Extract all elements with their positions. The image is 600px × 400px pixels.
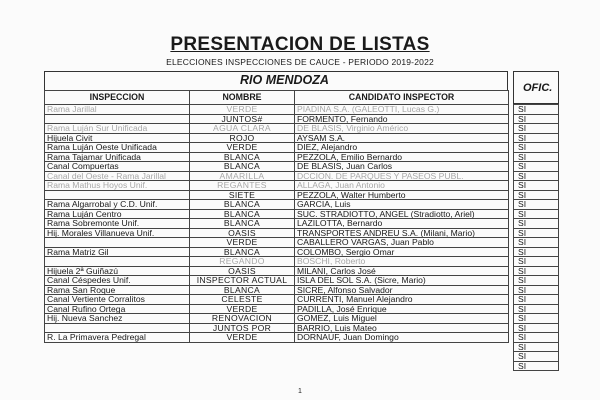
region-header xyxy=(44,71,508,90)
cell-inspeccion xyxy=(45,238,190,248)
ofic-value: SI xyxy=(514,114,559,124)
ofic-value: SI xyxy=(514,323,559,333)
ofic-value: SI xyxy=(514,333,559,343)
cell-inspeccion: Canal Vertiente Corralitos xyxy=(45,295,190,305)
ofic-value: SI xyxy=(514,152,559,162)
column-header-inspeccion: INSPECCION xyxy=(45,91,190,105)
table-body xyxy=(45,105,509,343)
cell-candidato: BARRIO, Luis Mateo xyxy=(295,323,509,333)
cell-inspeccion: Rama Luján Centro xyxy=(45,209,190,219)
table-row xyxy=(45,314,509,324)
cell-nombre: BLANCA xyxy=(190,247,295,257)
cell-candidato: ISLA DEL SOL S.A. (Sicre, Mario) xyxy=(295,276,509,286)
ofic-row xyxy=(514,238,559,248)
ofic-value: SI xyxy=(514,171,559,181)
ofic-row xyxy=(514,143,559,153)
cell-nombre: VERDE xyxy=(190,238,295,248)
cell-candidato: SUC. STRADIOTTO, ANGEL (Stradiotto, Ariel) xyxy=(295,209,509,219)
cell-nombre: BLANCA xyxy=(190,162,295,172)
table-row xyxy=(45,247,509,257)
cell-candidato: ALLAGA, Juan Antonio xyxy=(295,181,509,191)
ofic-value: SI xyxy=(514,238,559,248)
cell-nombre: BLANCA xyxy=(190,200,295,210)
cell-candidato: FORMENTO, Fernando xyxy=(295,114,509,124)
ofic-value: SI xyxy=(514,124,559,134)
cell-candidato: GOMEZ, Luis Miguel xyxy=(295,314,509,324)
table-row xyxy=(45,304,509,314)
cell-inspeccion: Rama Sobremonte Unif. xyxy=(45,219,190,229)
ofic-value: SI xyxy=(514,276,559,286)
table-row xyxy=(45,257,509,267)
ofic-value: SI xyxy=(514,295,559,305)
listas-table xyxy=(44,90,509,343)
table-row xyxy=(45,295,509,305)
table-row xyxy=(45,143,509,153)
cell-candidato: BOSCHI, Roberto xyxy=(295,257,509,267)
cell-inspeccion: Hijuela 2ª Guiñazú xyxy=(45,266,190,276)
table-row xyxy=(45,124,509,134)
cell-nombre: BLANCA xyxy=(190,209,295,219)
table-row xyxy=(45,238,509,248)
cell-candidato: PEZZOLA, Emilio Bernardo xyxy=(295,152,509,162)
cell-candidato: SICRE, Alfonso Salvador xyxy=(295,285,509,295)
cell-nombre: VERDE xyxy=(190,143,295,153)
ofic-row xyxy=(514,200,559,210)
ofic-header xyxy=(513,71,559,104)
region-label: RIO MENDOZA xyxy=(240,73,329,87)
table-row xyxy=(45,181,509,191)
ofic-row xyxy=(514,276,559,286)
ofic-value: SI xyxy=(514,266,559,276)
ofic-row xyxy=(514,257,559,267)
ofic-column xyxy=(513,104,559,371)
ofic-value: SI xyxy=(514,247,559,257)
cell-inspeccion: Rama Mathus Hoyos Unif. xyxy=(45,181,190,191)
table-row xyxy=(45,266,509,276)
cell-candidato: CURRENTI, Manuel Alejandro xyxy=(295,295,509,305)
cell-nombre: SIETE xyxy=(190,190,295,200)
ofic-row xyxy=(514,333,559,343)
table-header-row xyxy=(45,91,509,105)
page-title: PRESENTACION DE LISTAS xyxy=(170,34,430,55)
ofic-value: SI xyxy=(514,219,559,229)
ofic-row xyxy=(514,295,559,305)
cell-inspeccion xyxy=(45,114,190,124)
cell-nombre: BLANCA xyxy=(190,219,295,229)
cell-nombre: VERDE xyxy=(190,105,295,115)
cell-candidato: PADILLA, José Enrique xyxy=(295,304,509,314)
table-row xyxy=(45,114,509,124)
cell-nombre: AMARILLA xyxy=(190,171,295,181)
cell-candidato: COLOMBO, Sergio Omar xyxy=(295,247,509,257)
cell-inspeccion: Rama Tajamar Unificada xyxy=(45,152,190,162)
cell-candidato: CABALLERO VARGAS, Juan Pablo xyxy=(295,238,509,248)
cell-candidato: PIADINA S.A. (GALEOTTI, Lucas G.) xyxy=(295,105,509,115)
ofic-value: SI xyxy=(514,133,559,143)
ofic-row xyxy=(514,219,559,229)
ofic-value: SI xyxy=(514,143,559,153)
cell-inspeccion: Rama Algarrobal y C.D. Unif. xyxy=(45,200,190,210)
ofic-row xyxy=(514,181,559,191)
ofic-value: SI xyxy=(514,105,559,115)
cell-nombre: OASIS xyxy=(190,266,295,276)
cell-inspeccion: Rama Matriz Gil xyxy=(45,247,190,257)
cell-nombre: OASIS xyxy=(190,228,295,238)
cell-nombre: AGUA CLARA xyxy=(190,124,295,134)
cell-nombre: RENOVACION xyxy=(190,314,295,324)
cell-nombre: CELESTE xyxy=(190,295,295,305)
cell-inspeccion: R. La Primavera Pedregal xyxy=(45,333,190,343)
ofic-row xyxy=(514,105,559,115)
ofic-value: SI xyxy=(514,162,559,172)
cell-inspeccion: Canal del Oeste - Rama Jarillal xyxy=(45,171,190,181)
table-row xyxy=(45,190,509,200)
ofic-row xyxy=(514,162,559,172)
table-row xyxy=(45,323,509,333)
ofic-value: SI xyxy=(514,342,559,352)
cell-inspeccion: Rama Luján Oeste Unificada xyxy=(45,143,190,153)
cell-inspeccion: Rama Luján Sur Unificada xyxy=(45,124,190,134)
cell-candidato: GARCIA, Luis xyxy=(295,200,509,210)
cell-inspeccion xyxy=(45,190,190,200)
table-row xyxy=(45,171,509,181)
ofic-row xyxy=(514,314,559,324)
cell-candidato: DE BLASIS, Virginio Américo xyxy=(295,124,509,134)
ofic-header-label: OFIC. xyxy=(523,82,553,94)
ofic-value: SI xyxy=(514,209,559,219)
table-row xyxy=(45,133,509,143)
table-row xyxy=(45,219,509,229)
cell-candidato: DCCION. DE PARQUES Y PASEOS PUBL. xyxy=(295,171,509,181)
ofic-value: SI xyxy=(514,304,559,314)
cell-candidato: DIEZ, Alejandro xyxy=(295,143,509,153)
cell-inspeccion: Hij. Morales Villanueva Unif. xyxy=(45,228,190,238)
ofic-row xyxy=(514,124,559,134)
cell-inspeccion: Hij. Nueva Sanchez xyxy=(45,314,190,324)
table-row xyxy=(45,200,509,210)
ofic-value: SI xyxy=(514,200,559,210)
ofic-value: SI xyxy=(514,361,559,371)
cell-candidato: DE BLASIS, Juan Carlos xyxy=(295,162,509,172)
cell-inspeccion: Canal Céspedes Unif. xyxy=(45,276,190,286)
table-row xyxy=(45,285,509,295)
cell-inspeccion: Rama Jarillal xyxy=(45,105,190,115)
table-row xyxy=(45,333,509,343)
page-subtitle: ELECCIONES INSPECCIONES DE CAUCE - PERIODO 2019-2022 xyxy=(166,57,434,67)
cell-nombre: BLANCA xyxy=(190,285,295,295)
ofic-body xyxy=(514,105,559,371)
cell-nombre: VERDE xyxy=(190,333,295,343)
cell-inspeccion xyxy=(45,323,190,333)
ofic-value: SI xyxy=(514,285,559,295)
cell-nombre: JUNTOS# xyxy=(190,114,295,124)
table-row xyxy=(45,152,509,162)
cell-inspeccion: Hijuela Civit xyxy=(45,133,190,143)
cell-inspeccion: Canal Compuertas xyxy=(45,162,190,172)
ofic-value: SI xyxy=(514,228,559,238)
cell-inspeccion: Rama San Roque xyxy=(45,285,190,295)
cell-nombre: INSPECTOR ACTUAL xyxy=(190,276,295,286)
ofic-value: SI xyxy=(514,257,559,267)
cell-inspeccion: Canal Rufino Ortega xyxy=(45,304,190,314)
table-row xyxy=(45,105,509,115)
cell-candidato: LAZILOTTA, Bernardo xyxy=(295,219,509,229)
cell-candidato: TRANSPORTES ANDREU S.A. (Milani, Mario) xyxy=(295,228,509,238)
cell-nombre: REGANDO xyxy=(190,257,295,267)
column-header-nombre: NOMBRE xyxy=(190,91,295,105)
table-row xyxy=(45,276,509,286)
ofic-value: SI xyxy=(514,190,559,200)
cell-nombre: REGANTES xyxy=(190,181,295,191)
cell-candidato: DORNAUF, Juan Domingo xyxy=(295,333,509,343)
table-row xyxy=(45,209,509,219)
page-number: 1 xyxy=(298,388,302,395)
cell-candidato: AYSAM S.A. xyxy=(295,133,509,143)
cell-inspeccion xyxy=(45,257,190,267)
ofic-value: SI xyxy=(514,352,559,362)
ofic-value: SI xyxy=(514,181,559,191)
table-row xyxy=(45,228,509,238)
cell-nombre: JUNTOS POR xyxy=(190,323,295,333)
table-row xyxy=(45,162,509,172)
cell-nombre: ROJO xyxy=(190,133,295,143)
ofic-value: SI xyxy=(514,314,559,324)
cell-nombre: BLANCA xyxy=(190,152,295,162)
ofic-row xyxy=(514,352,559,362)
cell-nombre: VERDE xyxy=(190,304,295,314)
cell-candidato: MILANI, Carlos José xyxy=(295,266,509,276)
column-header-candidato: CANDIDATO INSPECTOR xyxy=(295,91,509,105)
ofic-row xyxy=(514,361,559,371)
cell-candidato: PEZZOLA, Walter Humberto xyxy=(295,190,509,200)
